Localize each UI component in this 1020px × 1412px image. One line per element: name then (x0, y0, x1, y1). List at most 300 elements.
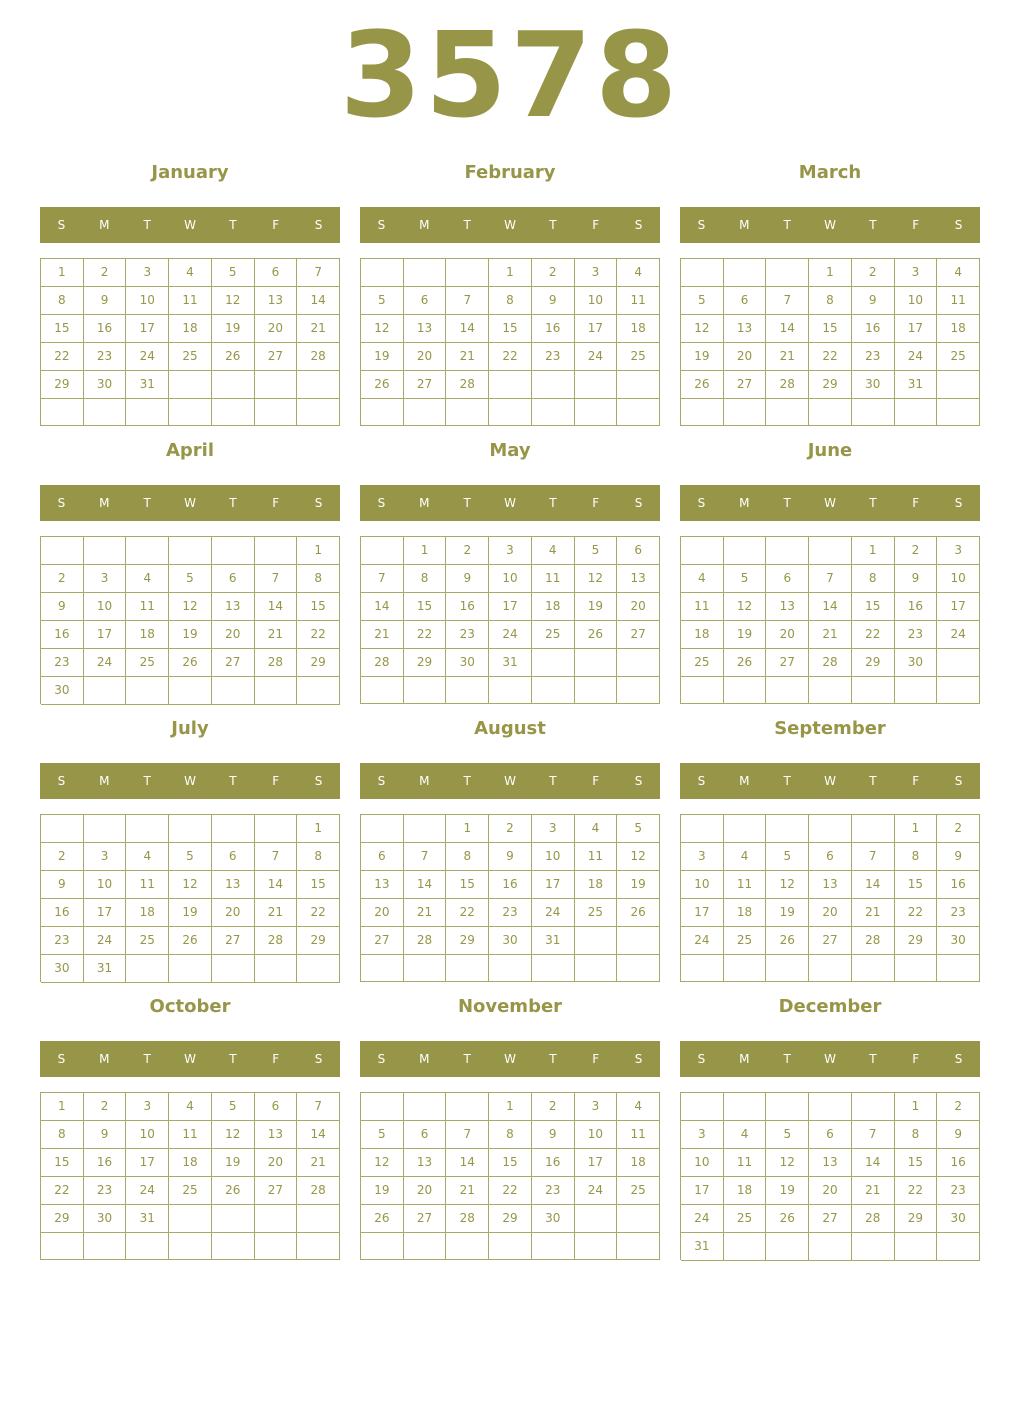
day-cell: 18 (617, 315, 660, 343)
empty-day-cell (446, 677, 489, 704)
day-cell: 21 (297, 315, 340, 343)
day-cell: 5 (681, 287, 724, 315)
day-cell: 2 (532, 1093, 575, 1121)
day-cell: 24 (681, 1205, 724, 1233)
weekday-label: M (99, 218, 110, 232)
day-cell: 6 (809, 843, 852, 871)
empty-day-cell (575, 677, 618, 704)
empty-day-cell (766, 399, 809, 426)
day-cell: 14 (404, 871, 447, 899)
day-cell: 18 (681, 621, 724, 649)
month-name: February (464, 162, 556, 183)
empty-day-cell (895, 677, 938, 704)
empty-day-cell (575, 1205, 618, 1233)
day-cell: 24 (895, 343, 938, 371)
day-cell: 15 (489, 1149, 532, 1177)
empty-day-cell (84, 399, 127, 426)
weekday-label: S (697, 774, 706, 788)
day-cell: 10 (681, 1149, 724, 1177)
weekday-label: F (592, 496, 600, 510)
day-cell: 15 (297, 871, 340, 899)
empty-day-cell (937, 399, 980, 426)
empty-day-cell (937, 371, 980, 399)
day-cell: 30 (937, 1205, 980, 1233)
day-cell: 12 (212, 1121, 255, 1149)
weekday-label: T (783, 496, 791, 510)
empty-day-cell (126, 1233, 169, 1260)
empty-day-cell (681, 677, 724, 704)
empty-day-cell (937, 677, 980, 704)
day-cell: 2 (852, 259, 895, 287)
empty-day-cell (895, 399, 938, 426)
empty-day-cell (361, 955, 404, 982)
day-cell: 25 (169, 1177, 212, 1205)
day-cell: 1 (41, 259, 84, 287)
day-cell: 1 (41, 1093, 84, 1121)
empty-day-cell (212, 1233, 255, 1260)
day-cell: 19 (575, 593, 618, 621)
empty-day-cell (724, 955, 767, 982)
day-cell: 30 (852, 371, 895, 399)
day-cell: 8 (489, 1121, 532, 1149)
day-cell: 11 (617, 1121, 660, 1149)
day-cell: 5 (212, 259, 255, 287)
weekday-label: S (377, 218, 386, 232)
day-cell: 2 (446, 537, 489, 565)
empty-day-cell (809, 1093, 852, 1121)
month-name: September (774, 718, 886, 739)
day-cell: 25 (617, 1177, 660, 1205)
day-cell: 5 (617, 815, 660, 843)
day-cell: 10 (937, 565, 980, 593)
empty-day-cell (724, 259, 767, 287)
day-cell: 6 (212, 843, 255, 871)
empty-day-cell (212, 815, 255, 843)
day-cell: 14 (446, 315, 489, 343)
day-cell: 31 (84, 955, 127, 983)
weekday-label: S (697, 218, 706, 232)
weekday-label: F (912, 774, 920, 788)
day-cell: 27 (212, 649, 255, 677)
day-cell: 17 (681, 899, 724, 927)
empty-day-cell (617, 649, 660, 677)
day-cell: 12 (361, 1149, 404, 1177)
day-cell: 28 (446, 1205, 489, 1233)
day-cell: 31 (532, 927, 575, 955)
day-cell: 7 (404, 843, 447, 871)
day-cell: 9 (937, 843, 980, 871)
weekday-label: T (549, 496, 557, 510)
days-grid (40, 536, 340, 704)
day-cell: 9 (41, 593, 84, 621)
day-cell: 3 (575, 259, 618, 287)
day-cell: 26 (575, 621, 618, 649)
day-cell: 17 (84, 899, 127, 927)
weekday-label: T (143, 218, 151, 232)
day-cell: 22 (809, 343, 852, 371)
empty-day-cell (255, 1233, 298, 1260)
day-cell: 25 (681, 649, 724, 677)
empty-day-cell (297, 955, 340, 983)
day-cell: 12 (681, 315, 724, 343)
day-cell: 14 (255, 593, 298, 621)
day-cell: 1 (489, 1093, 532, 1121)
empty-day-cell (489, 1233, 532, 1260)
day-cell: 28 (255, 649, 298, 677)
month-name: October (149, 996, 231, 1017)
day-cell: 27 (255, 1177, 298, 1205)
weekday-label: S (697, 1052, 706, 1066)
day-cell: 3 (937, 537, 980, 565)
day-cell: 19 (361, 343, 404, 371)
day-cell: 2 (84, 1093, 127, 1121)
day-cell: 17 (937, 593, 980, 621)
day-cell: 16 (446, 593, 489, 621)
day-cell: 22 (404, 621, 447, 649)
day-cell: 1 (297, 815, 340, 843)
empty-day-cell (575, 927, 618, 955)
day-cell: 8 (895, 1121, 938, 1149)
day-cell: 30 (489, 927, 532, 955)
day-cell: 9 (84, 287, 127, 315)
day-cell: 27 (617, 621, 660, 649)
empty-day-cell (169, 399, 212, 426)
day-cell: 19 (681, 343, 724, 371)
day-cell: 5 (361, 287, 404, 315)
weekday-label: M (419, 1052, 430, 1066)
day-cell: 13 (404, 1149, 447, 1177)
day-cell: 5 (575, 537, 618, 565)
day-cell: 11 (681, 593, 724, 621)
day-cell: 7 (446, 1121, 489, 1149)
day-cell: 23 (41, 927, 84, 955)
day-cell: 3 (84, 843, 127, 871)
day-cell: 10 (895, 287, 938, 315)
empty-day-cell (937, 1233, 980, 1261)
day-cell: 12 (575, 565, 618, 593)
empty-day-cell (404, 815, 447, 843)
empty-day-cell (361, 815, 404, 843)
empty-day-cell (84, 1233, 127, 1260)
day-cell: 24 (126, 343, 169, 371)
empty-day-cell (489, 677, 532, 704)
day-cell: 28 (255, 927, 298, 955)
day-cell: 15 (809, 315, 852, 343)
day-cell: 2 (489, 815, 532, 843)
empty-day-cell (895, 1233, 938, 1261)
day-cell: 20 (617, 593, 660, 621)
day-cell: 25 (617, 343, 660, 371)
day-cell: 25 (937, 343, 980, 371)
day-cell: 20 (404, 1177, 447, 1205)
month-name: November (457, 996, 563, 1017)
day-cell: 30 (84, 1205, 127, 1233)
day-cell: 10 (575, 1121, 618, 1149)
empty-day-cell (255, 1205, 298, 1233)
weekday-label: S (634, 496, 643, 510)
day-cell: 14 (361, 593, 404, 621)
weekday-label: T (143, 774, 151, 788)
month-name: January (151, 162, 229, 183)
day-cell: 11 (169, 1121, 212, 1149)
day-cell: 19 (169, 621, 212, 649)
day-cell: 29 (852, 649, 895, 677)
day-cell: 13 (404, 315, 447, 343)
day-cell: 18 (617, 1149, 660, 1177)
day-cell: 19 (212, 1149, 255, 1177)
day-cell: 6 (404, 1121, 447, 1149)
day-cell: 29 (895, 927, 938, 955)
empty-day-cell (84, 815, 127, 843)
day-cell: 23 (895, 621, 938, 649)
day-cell: 8 (297, 565, 340, 593)
day-cell: 22 (489, 343, 532, 371)
day-cell: 6 (617, 537, 660, 565)
day-cell: 1 (404, 537, 447, 565)
day-cell: 14 (766, 315, 809, 343)
weekday-label: F (592, 774, 600, 788)
empty-day-cell (575, 955, 618, 982)
days-grid (40, 258, 340, 426)
day-cell: 3 (895, 259, 938, 287)
day-cell: 3 (575, 1093, 618, 1121)
day-cell: 19 (212, 315, 255, 343)
day-cell: 15 (41, 315, 84, 343)
day-cell: 4 (532, 537, 575, 565)
day-cell: 14 (852, 1149, 895, 1177)
empty-day-cell (255, 371, 298, 399)
day-cell: 22 (41, 1177, 84, 1205)
empty-day-cell (446, 1233, 489, 1260)
day-cell: 23 (937, 1177, 980, 1205)
empty-day-cell (489, 371, 532, 399)
weekday-label: W (184, 218, 196, 232)
day-cell: 7 (297, 1093, 340, 1121)
day-cell: 8 (489, 287, 532, 315)
weekday-label: T (783, 1052, 791, 1066)
day-cell: 16 (852, 315, 895, 343)
day-cell: 11 (126, 593, 169, 621)
day-cell: 16 (895, 593, 938, 621)
day-cell: 21 (255, 899, 298, 927)
day-cell: 21 (446, 1177, 489, 1205)
day-cell: 26 (617, 899, 660, 927)
empty-day-cell (575, 371, 618, 399)
day-cell: 30 (937, 927, 980, 955)
day-cell: 16 (84, 315, 127, 343)
day-cell: 12 (617, 843, 660, 871)
day-cell: 9 (852, 287, 895, 315)
day-cell: 17 (575, 1149, 618, 1177)
day-cell: 8 (446, 843, 489, 871)
month-name: August (474, 718, 546, 739)
day-cell: 17 (895, 315, 938, 343)
days-grid (360, 258, 660, 426)
day-cell: 12 (361, 315, 404, 343)
empty-day-cell (169, 1205, 212, 1233)
days-grid (680, 1092, 980, 1260)
empty-day-cell (212, 1205, 255, 1233)
weekday-label: T (463, 774, 471, 788)
day-cell: 23 (84, 343, 127, 371)
day-cell: 4 (724, 843, 767, 871)
weekday-label: S (377, 774, 386, 788)
weekday-label: S (57, 774, 66, 788)
empty-day-cell (681, 1093, 724, 1121)
day-cell: 13 (212, 593, 255, 621)
empty-day-cell (41, 537, 84, 565)
weekday-label: T (463, 218, 471, 232)
day-cell: 18 (937, 315, 980, 343)
empty-day-cell (169, 815, 212, 843)
day-cell: 6 (255, 1093, 298, 1121)
day-cell: 3 (126, 1093, 169, 1121)
day-cell: 13 (361, 871, 404, 899)
empty-day-cell (937, 649, 980, 677)
empty-day-cell (169, 537, 212, 565)
day-cell: 19 (169, 899, 212, 927)
day-cell: 8 (895, 843, 938, 871)
weekday-label: S (954, 218, 963, 232)
empty-day-cell (852, 815, 895, 843)
weekday-label: M (419, 218, 430, 232)
weekday-label: W (184, 496, 196, 510)
weekday-header-bar (680, 207, 980, 243)
weekday-label: W (824, 218, 836, 232)
day-cell: 2 (937, 1093, 980, 1121)
empty-day-cell (126, 399, 169, 426)
empty-day-cell (169, 677, 212, 705)
empty-day-cell (617, 955, 660, 982)
day-cell: 15 (895, 1149, 938, 1177)
empty-day-cell (766, 537, 809, 565)
day-cell: 26 (361, 371, 404, 399)
empty-day-cell (724, 399, 767, 426)
empty-day-cell (617, 927, 660, 955)
day-cell: 21 (852, 1177, 895, 1205)
day-cell: 13 (255, 1121, 298, 1149)
day-cell: 22 (41, 343, 84, 371)
day-cell: 15 (852, 593, 895, 621)
day-cell: 20 (724, 343, 767, 371)
day-cell: 8 (297, 843, 340, 871)
day-cell: 11 (724, 1149, 767, 1177)
day-cell: 20 (809, 899, 852, 927)
year-title: 3578 (339, 6, 681, 144)
day-cell: 22 (895, 899, 938, 927)
empty-day-cell (297, 399, 340, 426)
days-grid (680, 258, 980, 426)
empty-day-cell (532, 677, 575, 704)
day-cell: 1 (895, 815, 938, 843)
day-cell: 9 (41, 871, 84, 899)
day-cell: 16 (532, 1149, 575, 1177)
weekday-label: W (824, 1052, 836, 1066)
day-cell: 24 (575, 343, 618, 371)
empty-day-cell (617, 677, 660, 704)
day-cell: 18 (169, 1149, 212, 1177)
day-cell: 7 (361, 565, 404, 593)
weekday-label: T (549, 774, 557, 788)
empty-day-cell (532, 649, 575, 677)
weekday-label: T (869, 1052, 877, 1066)
empty-day-cell (681, 815, 724, 843)
empty-day-cell (724, 815, 767, 843)
day-cell: 8 (809, 287, 852, 315)
empty-day-cell (41, 815, 84, 843)
month-name: March (798, 162, 862, 183)
day-cell: 15 (297, 593, 340, 621)
weekday-label: T (143, 496, 151, 510)
day-cell: 9 (489, 843, 532, 871)
empty-day-cell (212, 955, 255, 983)
weekday-header-bar (680, 763, 980, 799)
weekday-header-bar (360, 763, 660, 799)
day-cell: 4 (617, 259, 660, 287)
day-cell: 29 (809, 371, 852, 399)
empty-day-cell (126, 815, 169, 843)
weekday-label: S (57, 496, 66, 510)
empty-day-cell (809, 677, 852, 704)
weekday-label: T (229, 496, 237, 510)
day-cell: 1 (489, 259, 532, 287)
day-cell: 19 (617, 871, 660, 899)
day-cell: 16 (937, 1149, 980, 1177)
day-cell: 12 (766, 871, 809, 899)
day-cell: 10 (532, 843, 575, 871)
empty-day-cell (361, 1233, 404, 1260)
day-cell: 21 (361, 621, 404, 649)
day-cell: 8 (852, 565, 895, 593)
weekday-header-bar (40, 763, 340, 799)
empty-day-cell (212, 371, 255, 399)
day-cell: 20 (212, 621, 255, 649)
empty-day-cell (297, 371, 340, 399)
day-cell: 28 (297, 1177, 340, 1205)
day-cell: 9 (446, 565, 489, 593)
day-cell: 20 (212, 899, 255, 927)
weekday-label: F (272, 496, 280, 510)
empty-day-cell (895, 955, 938, 982)
day-cell: 1 (809, 259, 852, 287)
day-cell: 30 (41, 677, 84, 705)
day-cell: 3 (681, 843, 724, 871)
day-cell: 15 (41, 1149, 84, 1177)
empty-day-cell (852, 1233, 895, 1261)
empty-day-cell (681, 259, 724, 287)
empty-day-cell (297, 677, 340, 705)
day-cell: 29 (489, 1205, 532, 1233)
day-cell: 29 (446, 927, 489, 955)
weekday-label: T (549, 218, 557, 232)
weekday-header-bar (360, 485, 660, 521)
weekday-label: S (954, 496, 963, 510)
day-cell: 31 (681, 1233, 724, 1261)
empty-day-cell (766, 1093, 809, 1121)
day-cell: 26 (169, 927, 212, 955)
day-cell: 28 (852, 927, 895, 955)
day-cell: 26 (766, 927, 809, 955)
empty-day-cell (532, 1233, 575, 1260)
day-cell: 14 (446, 1149, 489, 1177)
empty-day-cell (809, 815, 852, 843)
day-cell: 4 (724, 1121, 767, 1149)
day-cell: 24 (532, 899, 575, 927)
empty-day-cell (255, 815, 298, 843)
empty-day-cell (361, 399, 404, 426)
empty-day-cell (255, 955, 298, 983)
month-name: April (165, 440, 215, 461)
